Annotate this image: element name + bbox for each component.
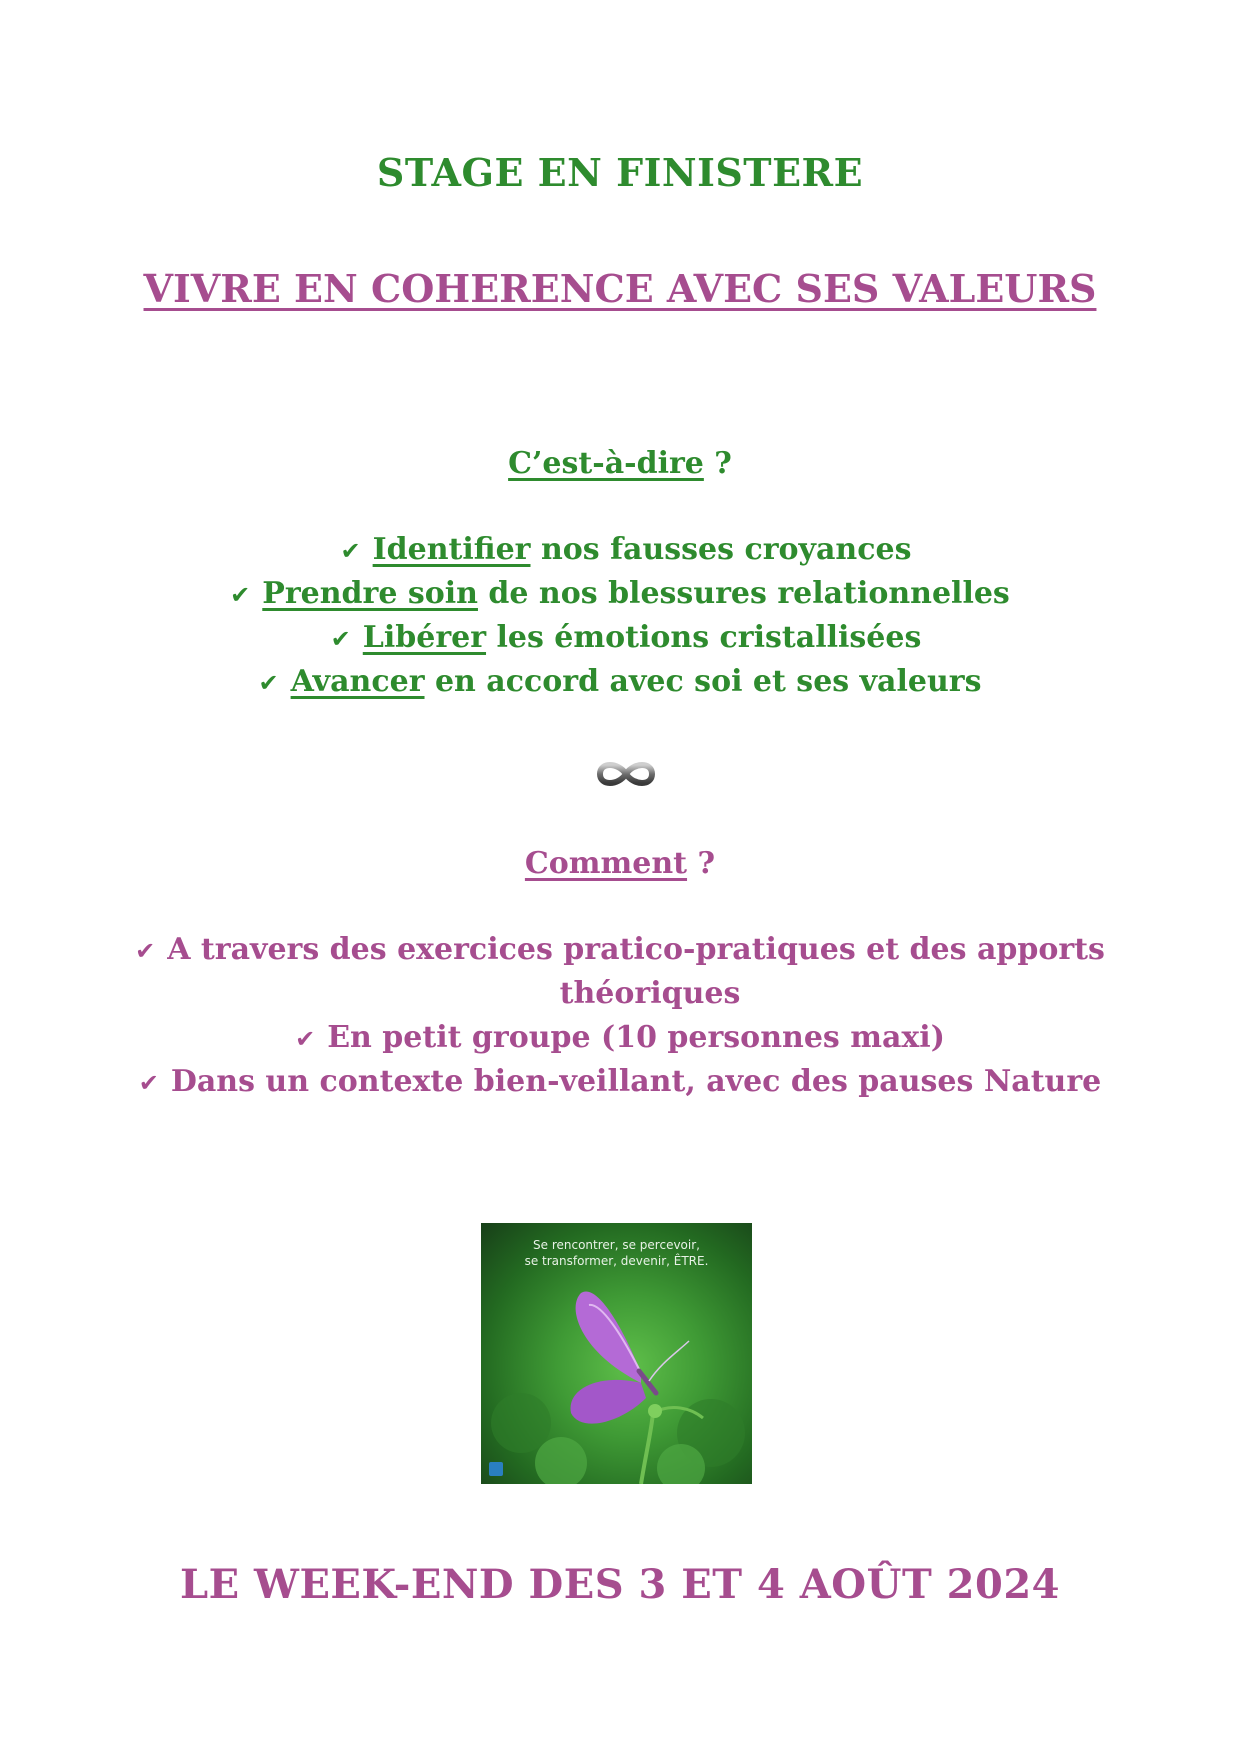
section1-item xyxy=(0,664,1240,699)
section2-item xyxy=(0,1064,1240,1099)
section1-heading-text: C’est-à-dire xyxy=(508,446,704,481)
section1-item-rest: nos fausses croyances xyxy=(530,532,912,567)
check-icon: ✔ xyxy=(340,537,361,565)
section2-item-text: Dans un contexte bien-veillant, avec des pauses Nature xyxy=(170,1064,1102,1099)
section1-item-key: Identifier xyxy=(372,532,531,567)
check-icon: ✔ xyxy=(258,669,279,697)
page-title: STAGE EN FINISTERE xyxy=(376,150,864,195)
section2-item-text: En petit groupe (10 personnes maxi) xyxy=(327,1020,945,1055)
image-caption xyxy=(481,1237,752,1269)
section1-item-key: Avancer xyxy=(290,664,425,699)
section1-item-key: Libérer xyxy=(362,620,487,655)
section1-item-rest: les émotions cristallisées xyxy=(486,620,922,655)
section1-item-rest: de nos blessures relationnelles xyxy=(477,576,1010,611)
check-icon: ✔ xyxy=(135,937,156,965)
section2-item-continuation: théoriques xyxy=(559,976,741,1011)
section1-heading-suffix: ? xyxy=(703,446,732,481)
section1-item xyxy=(6,620,1240,655)
section2-heading-suffix: ? xyxy=(687,846,716,881)
section2-heading xyxy=(0,846,1240,881)
page-subtitle: VIVRE EN COHERENCE AVEC SES VALEURS xyxy=(143,266,1097,311)
section2-item xyxy=(0,932,1240,967)
infinity-icon xyxy=(594,757,658,791)
section1-item-key: Prendre soin xyxy=(262,576,478,611)
section1-heading xyxy=(0,446,1240,481)
check-icon: ✔ xyxy=(330,625,351,653)
event-date: LE WEEK-END DES 3 ET 4 AOÛT 2024 xyxy=(179,1561,1061,1608)
caption-line: se transformer, devenir, ÊTRE. xyxy=(524,1254,709,1268)
butterfly-image xyxy=(481,1223,752,1484)
section2-heading-text: Comment xyxy=(524,846,688,881)
caption-line: Se rencontrer, se percevoir, xyxy=(533,1238,700,1252)
section2-item-text: A travers des exercices pratico-pratiques et des apports xyxy=(167,932,1105,967)
check-icon: ✔ xyxy=(138,1069,159,1097)
check-icon: ✔ xyxy=(295,1025,316,1053)
section1-item-rest: en accord avec soi et ses valeurs xyxy=(424,664,982,699)
logo-icon xyxy=(489,1462,503,1476)
section2-item xyxy=(0,1020,1240,1055)
check-icon: ✔ xyxy=(230,581,251,609)
section1-item xyxy=(6,532,1240,567)
section1-item xyxy=(0,576,1240,611)
